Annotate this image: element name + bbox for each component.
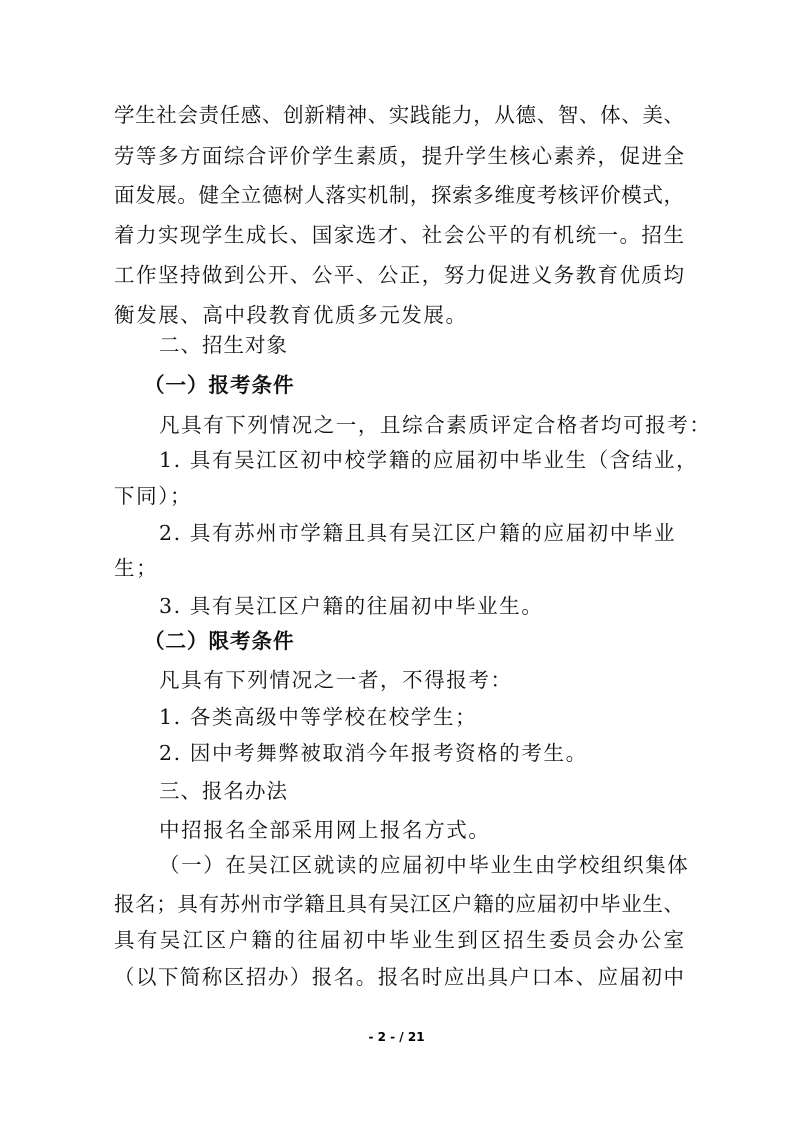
body-text-line: （一）在吴江区就读的应届初中毕业生由学校组织集体 [159,853,690,877]
body-text-line: 凡具有下列情况之一者，不得报考： [159,668,513,692]
section-heading: 三、报名办法 [159,779,288,803]
list-item: 1. 具有吴江区初中校学籍的应届初中毕业生（含结业， [159,448,699,472]
body-text-line: 面发展。健全立德树人落实机制，探索多维度考核评价模式， [114,183,684,207]
body-text-line: 生； [114,556,159,580]
subsection-heading: （二）限考条件 [144,629,295,653]
body-text-line: 工作坚持做到公开、公平、公正，努力促进义务教育优质均 [114,263,684,287]
body-text-line: 下同）； [114,484,193,508]
body-text-line: 学生社会责任感、创新精神、实践能力，从德、智、体、美、 [114,103,684,127]
body-text-line: 凡具有下列情况之一，且综合素质评定合格者均可报考： [159,413,712,437]
list-item: 3. 具有吴江区户籍的往届初中毕业生。 [159,594,544,618]
body-text-line: 衡发展、高中段教育优质多元发展。 [114,303,468,327]
body-text-line: 中招报名全部采用网上报名方式。 [159,818,491,842]
list-item: 1. 各类高级中等学校在校学生； [159,705,478,729]
list-item: 2. 具有苏州市学籍且具有吴江区户籍的应届初中毕业 [159,521,677,545]
section-heading: 二、招生对象 [159,333,288,357]
body-text-line: 着力实现学生成长、国家选才、社会公平的有机统一。招生 [114,223,684,247]
body-text-line: （以下简称区招办）报名。报名时应出具户口本、应届初中 [114,965,684,989]
subsection-heading: （一）报考条件 [144,373,295,397]
page-number: - 2 - / 21 [368,1030,425,1044]
list-item: 2. 因中考舞弊被取消今年报考资格的考生。 [159,741,588,765]
body-text-line: 具有吴江区户籍的往届初中毕业生到区招生委员会办公室 [114,928,684,952]
body-text-line: 劳等多方面综合评价学生素质，提升学生核心素养，促进全 [114,144,684,168]
body-text-line: 报名；具有苏州市学籍且具有吴江区户籍的应届初中毕业生、 [114,892,684,916]
